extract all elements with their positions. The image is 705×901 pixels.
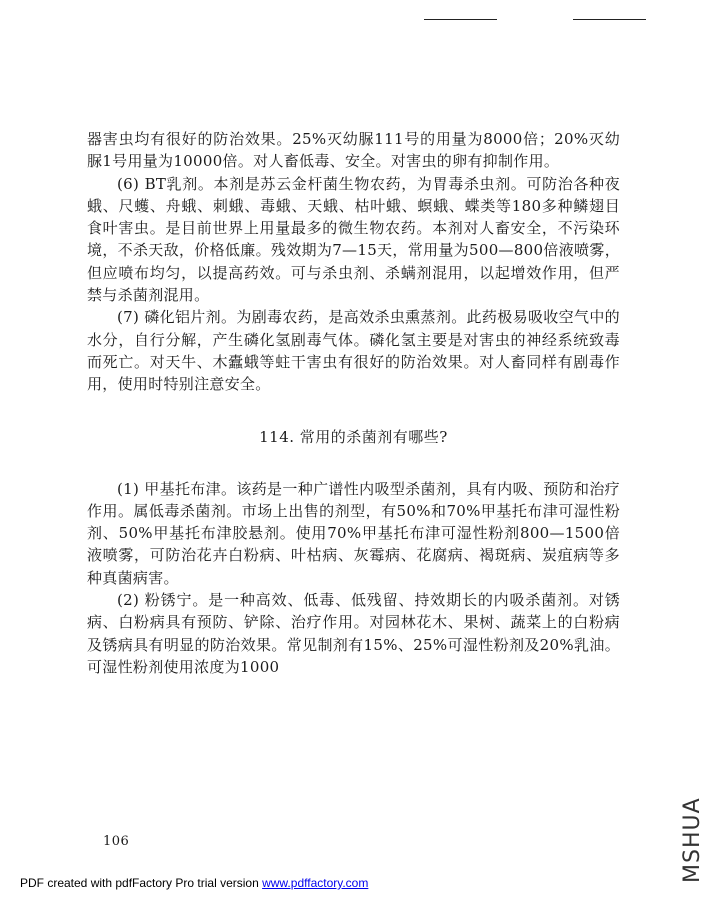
paragraph-bt-emulsion: (6) BT乳剂。本剂是苏云金杆菌生物农药，为胃毒杀虫剂。可防治各种夜蛾、尺蠖、舟蛾、刺蛾、毒蛾、天蛾、枯叶蛾、螟蛾、蝶类等180多种鳞翅目食叶害虫。是目前世界上用量最多的微生物农药。本剂对人畜安全，不污染环境，不杀天敌，价格低廉。残效期为7—15天，常用量为500—800倍液喷雾，但应喷布均匀，以提高药效。可与杀虫剂、杀螨剂混用，以起增效作用，但严禁与杀菌剂混用。: [87, 174, 620, 305]
header-rule-left: [424, 19, 497, 20]
paragraph-continuation: 器害虫均有很好的防治效果。25%灭幼脲111号的用量为8000倍；20%灭幼脲1号用量为10000倍。对人畜低毒、安全。对害虫的卵有抑制作用。: [87, 130, 620, 171]
page-body: [87, 128, 620, 678]
watermark: MSHUA: [680, 797, 705, 883]
paragraph-aluminum-phosphide: (7) 磷化铝片剂。为剧毒农药，是高效杀虫熏蒸剂。此药极易吸收空气中的水分，自行分解，产生磷化氢剧毒气体。磷化氢主要是对害虫的神经系统致毒而死亡。对天牛、木蠹蛾等蛀干害虫有很好的防治效果。对人畜同样有剧毒作用，使用时特别注意安全。: [87, 308, 620, 394]
page-number: 106: [103, 834, 130, 849]
paragraph-triadimefon: (2) 粉锈宁。是一种高效、低毒、低残留、持效期长的内吸杀菌剂。对锈病、白粉病具有预防、铲除、治疗作用。对园林花木、果树、蔬菜上的白粉病及锈病具有明显的防治效果。常见制剂有15%、25%可湿性粉剂及20%乳油。可湿性粉剂使用浓度为1000: [87, 591, 620, 676]
footer-text: PDF created with pdfFactory Pro trial version: [20, 876, 263, 890]
section-heading: 114. 常用的杀菌剂有哪些?: [259, 427, 448, 446]
footer-link[interactable]: www.pdffactory.com: [262, 876, 369, 890]
pdf-footer: [20, 876, 368, 890]
header-rule-right: [573, 19, 646, 20]
paragraph-thiophanate-methyl: (1) 甲基托布津。该药是一种广谱性内吸型杀菌剂，具有内吸、预防和治疗作用。属低毒杀菌剂。市场上出售的剂型，有50%和70%甲基托布津可湿性粉剂、50%甲基托布津胶悬剂。使用70%甲基托布津可湿性粉剂800—1500倍液喷雾，可防治花卉白粉病、叶枯病、灰霉病、花腐病、褐斑病、炭疽病等多种真菌病害。: [87, 479, 620, 587]
